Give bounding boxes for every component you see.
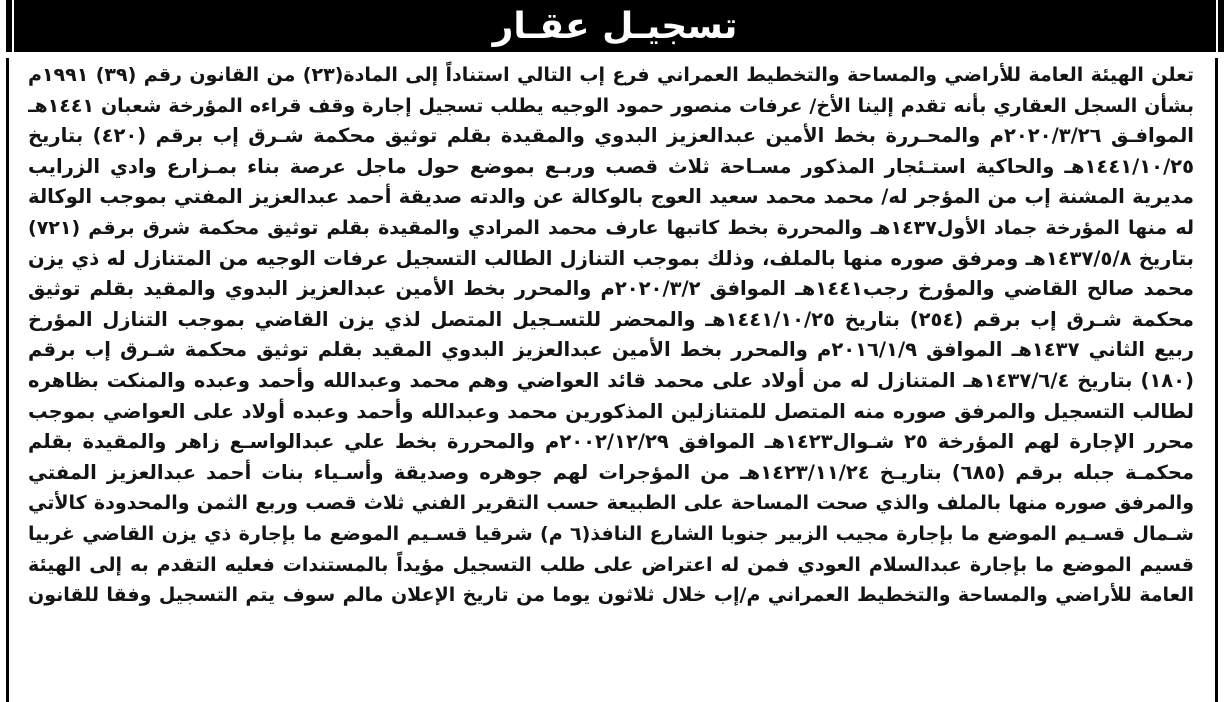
notice-title: تسجيـل عقـار — [492, 5, 738, 47]
notice-body — [28, 60, 1194, 611]
body-line: (١٨٠) بتاريخ ١٤٣٧/٦/٤هـ المتنازل له من أولاد على محمد قائد العواضي وهم محمد وعبدالله وأحمد وعبده والمنكت بظاهره — [28, 368, 1194, 392]
body-line: والمرفق صوره منها بالملف والذي صحت المساحة على الطبيعة حسب التقرير الفني ثلاث قصب وربع الثمن والمحدودة كالأتي — [28, 492, 1194, 515]
body-line: محرر الإجارة لهم المؤرخة ٢٥ شـوال١٤٢٣هـ الموافق ٢٠٠٢/١٢/٢٩م والمحررة بخط علي عبدالواسـع زاهر والمقيدة بقلم — [28, 430, 1194, 454]
body-line: له منها المؤرخة جماد الأول١٤٣٧هـ والمحررة بخط كاتبها عارف محمد المرادي والمقيدة بقلم توثيق محكمة شرق برقم (٧٢١) — [28, 216, 1194, 239]
body-line: تعلن الهيئة العامة للأراضي والمساحة والتخطيط العمراني فرع إب التالي استناداً إلى المادة(٢٣) من القانون رقم (٣٩) ١٩٩١م — [28, 64, 1194, 86]
title-bar — [6, 0, 1224, 52]
body-line: الموافـق ٢٠٢٠/٣/٢٦م والمحـررة بخط الأمين عبدالعزيز البدوي والمقيدة بقلم توثيق محكمة شـرق إب برقم (٤٢٠) بتاريخ — [28, 124, 1194, 148]
body-line: ربيع الثاني ١٤٣٧هـ الموافق ٢٠١٦/١/٩م والمحرر بخط الأمين عبدالعزيز البدوي المقيد بقلم توثيق محكمة شـرق إب برقم — [28, 338, 1194, 362]
body-line: بتاريخ ١٤٣٧/٥/٨هـ ومرفق صوره منها بالملف، وذلك بموجب التنازل الطالب التسجيل عرفات الوجيه من المتنازل له ذي يزن — [28, 246, 1194, 270]
body-line: محكمـة جبله برقم (٦٨٥) بتاريـخ ١٤٢٣/١١/٢٤هـ من المؤجرات لهم جوهره وصديقة وأسـياء بنات أحمد عبدالعزيز المفتي — [28, 460, 1194, 484]
body-line: بشأن السجل العقاري بأنه تقدم إلينا الأخ/ عرفات منصور حمود الوجيه يطلب تسجيل إجارة وقف قراءه المؤرخة شعبان ١٤٤١هـ — [28, 94, 1194, 117]
body-line: محمد صالح القاضي والمؤرخ رجب١٤٤١هـ الموافق ٢٠٢٠/٣/٢م والمحرر بخط الأمين عبدالعزيز البدوي والمقيد بقلم توثيق — [28, 277, 1194, 301]
body-line: ١٤٤١/١٠/٢٥هـ والحاكية استـئجار المذكور مسـاحة ثلاث قصب وربـع بموضع حول ماجل عرصة بناء بمـزارع وادي الزرايب — [28, 154, 1194, 178]
body-line: مديرية المشنة إب من المؤجر له/ محمد محمد سعيد العوج بالوكالة عن والدته صديقة أحمد عبدالعزيز المفتي بموجب الوكالة — [28, 185, 1194, 209]
body-line: قسيم الموضع ما بإجارة عبدالسلام العودي فمن له اعتراض على طلب التسجيل مؤيداً بالمستندات فعليه التقدم به إلى الهيئة — [28, 553, 1194, 576]
body-line: محكمة شـرق إب برقم (٢٥٤) بتاريخ ١٤٤١/١٠/٢٥هـ والمحضر للتسـجيل المتصل لذي يزن القاضي بموجب التنازل المؤرخ — [28, 307, 1194, 331]
body-line: العامة للأراضي والمساحة والتخطيط العمراني م/إب خلال ثلاثون يوما من تاريخ الإعلان مالم سوف يتم التسجيل وفقا للقانون — [28, 584, 1194, 607]
body-line: شـمال قسـيم الموضع ما بإجارة مجيب الزبير جنوبا الشارع النافذ(٦ م) شرقيا قسـيم الموضع ما بإجارة ذي يزن القاضي غربيا — [28, 522, 1194, 545]
body-line: لطالب التسجيل والمرفق صوره منه المتصل للمتنازلين المذكورين محمد وعبدالله وأحمد وعبده أولاد على العواضي بموجب — [28, 399, 1194, 423]
